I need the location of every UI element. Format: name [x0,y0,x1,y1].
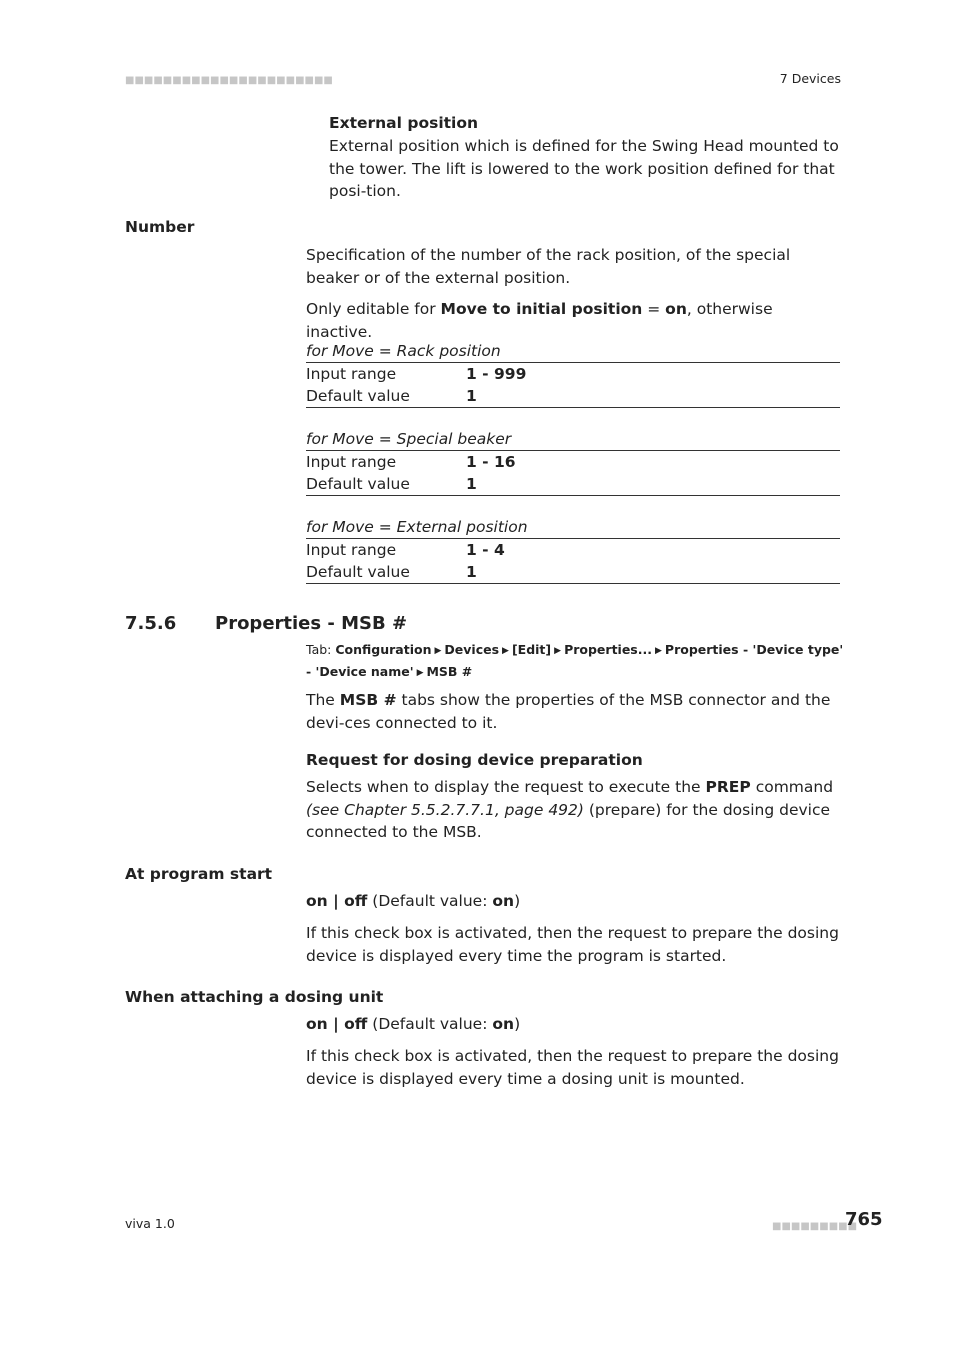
table-row: Input range 1 - 4 [306,541,505,559]
param-table-rack [306,340,840,408]
table-divider [306,495,840,496]
table-row: Input range 1 - 16 [306,453,516,471]
table-title: for Move = Special beaker [306,428,840,451]
table-title: for Move = External position [306,516,840,539]
table-title: for Move = Rack position [306,340,840,363]
at-program-start-heading: At program start [125,865,273,883]
when-attaching-heading: When attaching a dosing unit [125,988,384,1006]
triangle-right-icon: ▶ [416,668,424,678]
table-row: Default value 1 [306,387,477,405]
product-version: viva 1.0 [125,1216,175,1231]
number-heading: Number [125,218,195,236]
tab-breadcrumb: Tab: Configuration ▶ Devices ▶ [Edit] ▶ Properties... ▶ Properties - 'Device type' - 'Device name' ▶ MSB # [306,642,844,679]
table-row: Default value 1 [306,475,477,493]
table-divider [306,583,840,584]
number-editable-note: Only editable for Move to initial position = on, otherwise inactive. [306,300,773,341]
chapter-label: 7 Devices [779,71,841,86]
header-decoration: ■■■■■■■■■■■■■■■■■■■■■■ [125,75,333,86]
footer-decoration: ■■■■■■■■■ [772,1221,858,1232]
external-position-title: External position [329,114,479,132]
triangle-right-icon: ▶ [434,646,442,656]
section-number: 7.5.6 [125,613,177,634]
request-title: Request for dosing device preparation [306,751,643,769]
request-text: Selects when to display the request to execute the PREP command (see Chapter 5.5.2.7.7.1, page 492) (prepare) for the dosing device connected to the MSB. [306,778,834,841]
at-program-start-text: If this check box is activated, then the request to prepare the dosing device is displayed every time the program is started. [306,924,839,965]
table-divider [306,407,840,408]
page-number: 765 [845,1209,883,1230]
param-table-external-position [306,516,840,584]
param-table-special-beaker [306,428,840,496]
number-description: Specification of the number of the rack position, of the special beaker or of the external position. [306,246,791,287]
triangle-right-icon: ▶ [655,646,662,656]
external-position-text: External position which is defined for the Swing Head mounted to the tower. The lift is lowered to the work position defined for that posi-tion. [329,137,839,200]
table-row: Default value 1 [306,563,477,581]
triangle-right-icon: ▶ [554,646,562,656]
at-program-start-options: on | off (Default value: on) [306,892,521,910]
section-title: Properties - MSB # [215,613,408,634]
when-attaching-options: on | off (Default value: on) [306,1015,521,1033]
table-row: Input range 1 - 999 [306,365,527,383]
when-attaching-text: If this check box is activated, then the request to prepare the dosing device is displayed every time a dosing unit is mounted. [306,1047,839,1088]
triangle-right-icon: ▶ [502,646,509,656]
section-intro: The MSB # tabs show the properties of the MSB connector and the devi-ces connected to it. [306,691,831,732]
